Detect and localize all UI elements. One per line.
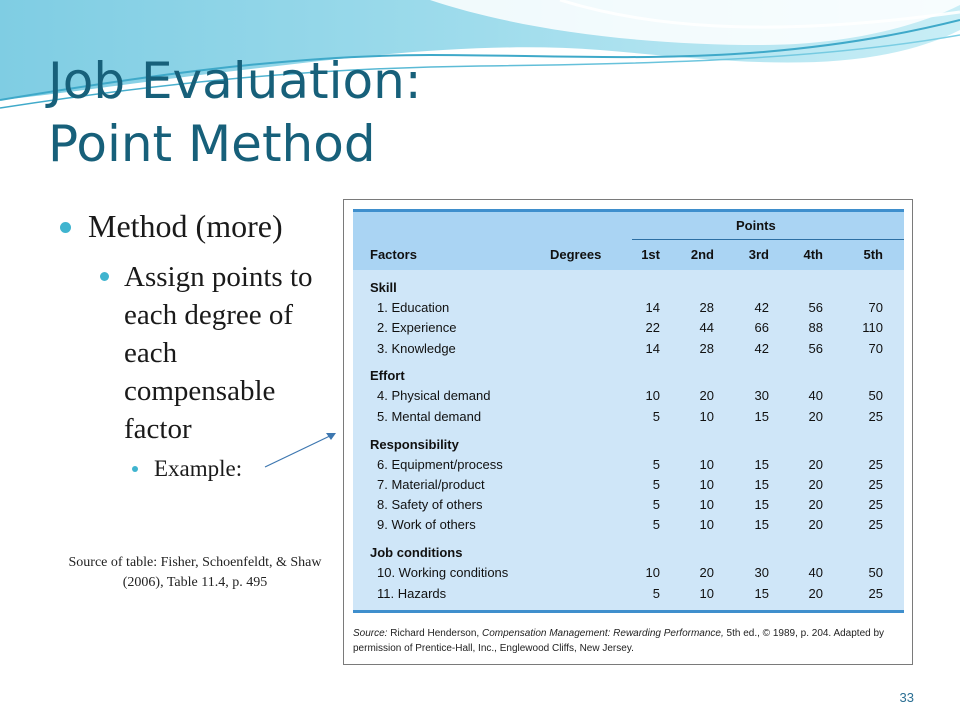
points-value: 20 xyxy=(808,456,823,472)
points-value: 30 xyxy=(754,565,769,581)
bullet-method: Method (more) xyxy=(60,206,335,246)
points-value: 14 xyxy=(645,340,660,356)
points-value: 10 xyxy=(699,408,714,424)
points-value: 20 xyxy=(699,565,714,581)
degree-header-3: 3rd xyxy=(748,247,769,262)
points-header: Points xyxy=(736,218,776,233)
points-value: 20 xyxy=(808,517,823,533)
citation-book: Compensation Management: Rewarding Performance, xyxy=(481,628,724,639)
page-number: 33 xyxy=(899,690,914,705)
bullet-example: Example: xyxy=(130,454,335,484)
points-value: 15 xyxy=(754,408,769,424)
points-value: 15 xyxy=(754,585,769,601)
points-value: 10 xyxy=(699,497,714,513)
factors-header: Factors xyxy=(370,247,417,262)
points-value: 25 xyxy=(868,517,883,533)
points-value: 10 xyxy=(645,565,660,581)
points-value: 10 xyxy=(699,456,714,472)
points-value: 5 xyxy=(652,408,660,424)
bullet-list xyxy=(60,206,335,484)
points-value: 50 xyxy=(868,388,883,404)
table-body xyxy=(353,209,904,613)
bullet-assign-points: Assign points to each degree of each compensable factor xyxy=(100,258,335,448)
points-value: 28 xyxy=(699,340,714,356)
factor-label: 11. Hazards xyxy=(377,585,447,601)
factor-label: 7. Material/product xyxy=(377,476,485,492)
points-value: 20 xyxy=(699,388,714,404)
points-value: 15 xyxy=(754,517,769,533)
points-value: 10 xyxy=(699,585,714,601)
points-value: 70 xyxy=(868,300,883,315)
slide-title-line2: Point Method xyxy=(48,115,376,173)
points-value: 25 xyxy=(868,585,883,601)
points-value: 88 xyxy=(808,320,823,336)
points-underline xyxy=(632,239,904,240)
points-value: 25 xyxy=(868,476,883,492)
citation-rest: 5th ed., © 1989, p. 204. Adapted by permission of Prentice-Hall, Inc., Englewood Cliffs, New Jersey. xyxy=(353,628,885,654)
citation-prefix: Source: xyxy=(353,628,388,639)
points-value: 42 xyxy=(754,300,769,315)
points-value: 25 xyxy=(868,408,883,424)
points-value: 20 xyxy=(808,585,823,601)
group-heading: Responsibility xyxy=(370,436,459,452)
points-value: 42 xyxy=(754,340,769,356)
citation-author: Richard Henderson, xyxy=(390,628,480,639)
table-citation xyxy=(353,626,905,656)
points-value: 10 xyxy=(699,517,714,533)
points-value: 5 xyxy=(652,456,660,472)
points-value: 40 xyxy=(808,388,823,404)
factor-label: 8. Safety of others xyxy=(377,497,483,513)
points-value: 25 xyxy=(868,497,883,513)
points-value: 30 xyxy=(754,388,769,404)
points-value: 28 xyxy=(699,300,714,315)
points-value: 15 xyxy=(754,497,769,513)
factor-label: 10. Working conditions xyxy=(377,565,509,581)
points-value: 14 xyxy=(645,300,660,315)
points-value: 40 xyxy=(808,565,823,581)
points-value: 50 xyxy=(868,565,883,581)
degrees-header: Degrees xyxy=(550,247,602,262)
factor-label: 1. Education xyxy=(377,300,450,315)
points-value: 56 xyxy=(808,300,823,315)
points-value: 44 xyxy=(699,320,714,336)
points-value: 5 xyxy=(652,517,660,533)
points-value: 110 xyxy=(862,320,883,336)
factor-label: 9. Work of others xyxy=(377,517,476,533)
points-value: 15 xyxy=(754,456,769,472)
degree-header-5: 5th xyxy=(863,247,883,262)
group-heading: Job conditions xyxy=(370,545,463,561)
points-value: 15 xyxy=(754,476,769,492)
points-value: 5 xyxy=(652,476,660,492)
points-value: 5 xyxy=(652,497,660,513)
factor-label: 3. Knowledge xyxy=(377,340,456,356)
points-value: 66 xyxy=(754,320,769,336)
points-value: 10 xyxy=(645,388,660,404)
factor-label: 6. Equipment/process xyxy=(377,456,503,472)
table-bottom-rule xyxy=(353,610,904,613)
degree-header-1: 1st xyxy=(641,247,660,262)
points-value: 20 xyxy=(808,476,823,492)
points-value: 20 xyxy=(808,497,823,513)
points-value: 22 xyxy=(645,320,660,336)
group-heading: Effort xyxy=(370,368,405,384)
points-value: 10 xyxy=(699,476,714,492)
points-value: 20 xyxy=(808,408,823,424)
group-heading: Skill xyxy=(370,280,397,295)
factor-label: 2. Experience xyxy=(377,320,457,336)
degree-header-4: 4th xyxy=(803,247,823,262)
slide-title-line1: Job Evaluation: xyxy=(48,52,422,110)
points-value: 56 xyxy=(808,340,823,356)
points-value: 70 xyxy=(868,340,883,356)
table-source-note: Source of table: Fisher, Schoenfeldt, & Shaw (2006), Table 11.4, p. 495 xyxy=(68,555,322,590)
degree-header-2: 2nd xyxy=(690,247,714,262)
factor-label: 5. Mental demand xyxy=(377,408,482,424)
factor-label: 4. Physical demand xyxy=(377,388,491,404)
point-method-table xyxy=(343,199,913,665)
points-value: 5 xyxy=(652,585,660,601)
points-value: 25 xyxy=(868,456,883,472)
slide-title xyxy=(48,50,422,176)
